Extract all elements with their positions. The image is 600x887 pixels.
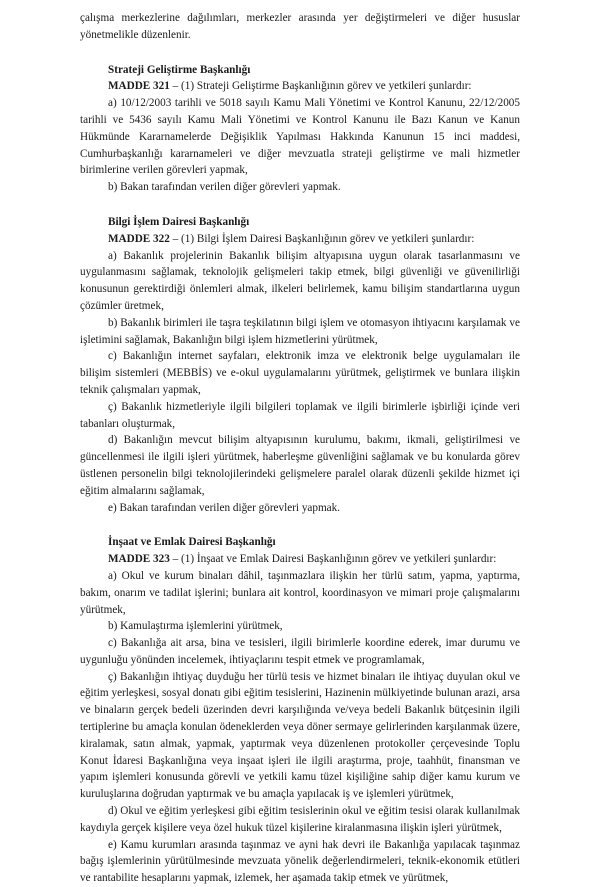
list-item: a) Bakanlık projelerinin Bakanlık bilişim altyapısına uygun olarak tasarlanmasını ve uygulanmasını sağlamak, teknolojik gelişmeleri takip etmek, bilgi güvenliği ve güvenilirliği konusunun gerektirdiği önlemleri almak, ilkeleri belirlemek, kamu bilişim standartlarına uygun çözümler üretmek, xyxy=(80,249,520,312)
list-item: e) Bakan tarafından verilen diğer görevleri yapmak. xyxy=(108,501,341,514)
madde-intro-text: – (1) İnşaat ve Emlak Dairesi Başkanlığının görev ve yetkileri şunlardır: xyxy=(169,553,497,566)
madde-number: MADDE 321 xyxy=(108,80,170,93)
madde-number: MADDE 323 xyxy=(108,553,170,566)
list-item: b) Kamulaştırma işlemlerini yürütmek, xyxy=(108,620,283,633)
section-heading: Bilgi İşlem Dairesi Başkanlığı xyxy=(108,215,250,228)
section-insaat-emlak xyxy=(80,534,520,887)
list-item: ç) Bakanlığın ihtiyaç duyduğu her türlü tesis ve hizmet binaları ile ihtiyaç duyulan okul ve eğitim yerleşkesi, sosyal donatı gibi eğitim tesislerini, Hazinenin mülkiyetinde bulunan arazi, arsa ve binaların gerçek bedeli üzerinden devri karşılığında ve/veya bedeli Bakanlık bütçesinin ilgili tertiplerine bu amaçla konulan ödeneklerden veya döner sermaye gelirlerinden karşılanmak üzere, kiralamak, satın almak, yapmak, yaptırmak veya düzenlenen protokoller çerçevesinde Toplu Konut İdaresi Başkanlığına veya inşaat işleri ile ilgili araştırma, proje, taahhüt, finansman ve yapım işlemleri konusunda görevli ve yetkili kamu tüzel kişiliğine sahip diğer kamu kurum ve kuruluşlarına doğrudan yaptırmak ve bu amaçla yapılacak iş ve işlemleri yürütmek, xyxy=(80,670,520,801)
madde-intro-text: – (1) Strateji Geliştirme Başkanlığının görev ve yetkileri şunlardır: xyxy=(169,80,472,93)
list-item: c) Bakanlığa ait arsa, bina ve tesisleri, ilgili birimlerle koordine ederek, imar durumu ve uygunluğu yönünden incelemek, ihtiyaçlarını tespit etmek ve programlamak, xyxy=(80,637,520,666)
section-bilgi-islem xyxy=(80,214,520,516)
madde-intro xyxy=(80,231,520,248)
list-item: b) Bakan tarafından verilen diğer görevleri yapmak. xyxy=(108,181,341,194)
list-item: e) Kamu kurumları arasında taşınmaz ve ayni hak devri ile Bakanlığa yapılacak taşınmaz bağış işlemlerinin yürütülmesinde mevzuata yönelik değerlendirmeleri, teknik-ekonomik etütleri ve rantabilite hesaplarını yapmak, izlemek, her aşamada takip etmek ve yürütmek, xyxy=(80,838,520,885)
intro-continuation: çalışma merkezlerine dağılımları, merkezler arasında yer değiştirmeleri ve diğer hususlar yönetmelikle düzenlenir. xyxy=(80,12,520,41)
madde-intro-text: – (1) Bilgi İşlem Dairesi Başkanlığının görev ve yetkileri şunlardır: xyxy=(169,232,475,245)
list-item: c) Bakanlığın internet sayfaları, elektronik imza ve elektronik belge uygulamaları ile bilişim sistemleri (MEBBİS) ve e-okul uygulamalarını yürütmek, geliştirmek ve bunlara ilişkin teknik çalışmaları yapmak, xyxy=(80,350,520,396)
list-item: ç) Bakanlık hizmetleriyle ilgili bilgileri toplamak ve ilgili birimlerle işbirliği içinde veri tabanları oluşturmak, xyxy=(80,400,520,430)
section-heading: Strateji Geliştirme Başkanlığı xyxy=(108,63,251,76)
section-strateji-gelistirme xyxy=(80,62,520,196)
madde-intro xyxy=(80,78,520,95)
madde-number: MADDE 322 xyxy=(108,232,170,245)
list-item: a) Okul ve kurum binaları dâhil, taşınmazlara ilişkin her türlü satım, yapma, yaptırma, bakım, onarım ve tadilat işlerini; bunlara ait kontrol, koordinasyon ve mimari proje çalışmalarını yürütmek, xyxy=(80,569,520,616)
madde-intro xyxy=(80,551,520,568)
list-item: b) Bakanlık birimleri ile taşra teşkilatının bilgi işlem ve otomasyon ihtiyacını karşılamak ve işletimini sağlamak, Bakanlığın bilgi işlem hizmetlerini yürütmek, xyxy=(80,316,520,346)
section-heading: İnşaat ve Emlak Dairesi Başkanlığı xyxy=(108,536,276,549)
list-item: d) Bakanlığın mevcut bilişim altyapısının kurulumu, bakımı, ikmali, geliştirilmesi ve güncellenmesi ile ilgili işleri yürütmek, haberleşme güvenliğini sağlamak ve bu konularda görev üstlenen personelin bilgi teknolojilerindeki gelişmelere paralel olarak düzenli şekilde hizmet içi eğitim almalarını sağlamak, xyxy=(80,434,520,497)
list-item: d) Okul ve eğitim yerleşkesi gibi eğitim tesislerinin okul ve eğitim tesisi olarak kullanılmak kaydıyla gerçek kişilere veya özel hukuk tüzel kişilerine kiralanmasına ilişkin işleri yürütmek, xyxy=(80,805,520,834)
list-item: a) 10/12/2003 tarihli ve 5018 sayılı Kamu Mali Yönetimi ve Kontrol Kanunu, 22/12/2005 tarihli ve 5436 sayılı Kamu Mali Yönetimi ve Kontrol Kanunu ile Bazı Kanun ve Kanun Hükmünde Kararnamelerde Değişiklik Yapılması Hakkında Kanunun 15 inci maddesi, Cumhurbaşkanlığı kararnameleri ve diğer mevzuatla strateji geliştirme ve mali hizmetler birimlerine verilen görevleri yapmak, xyxy=(80,97,520,177)
